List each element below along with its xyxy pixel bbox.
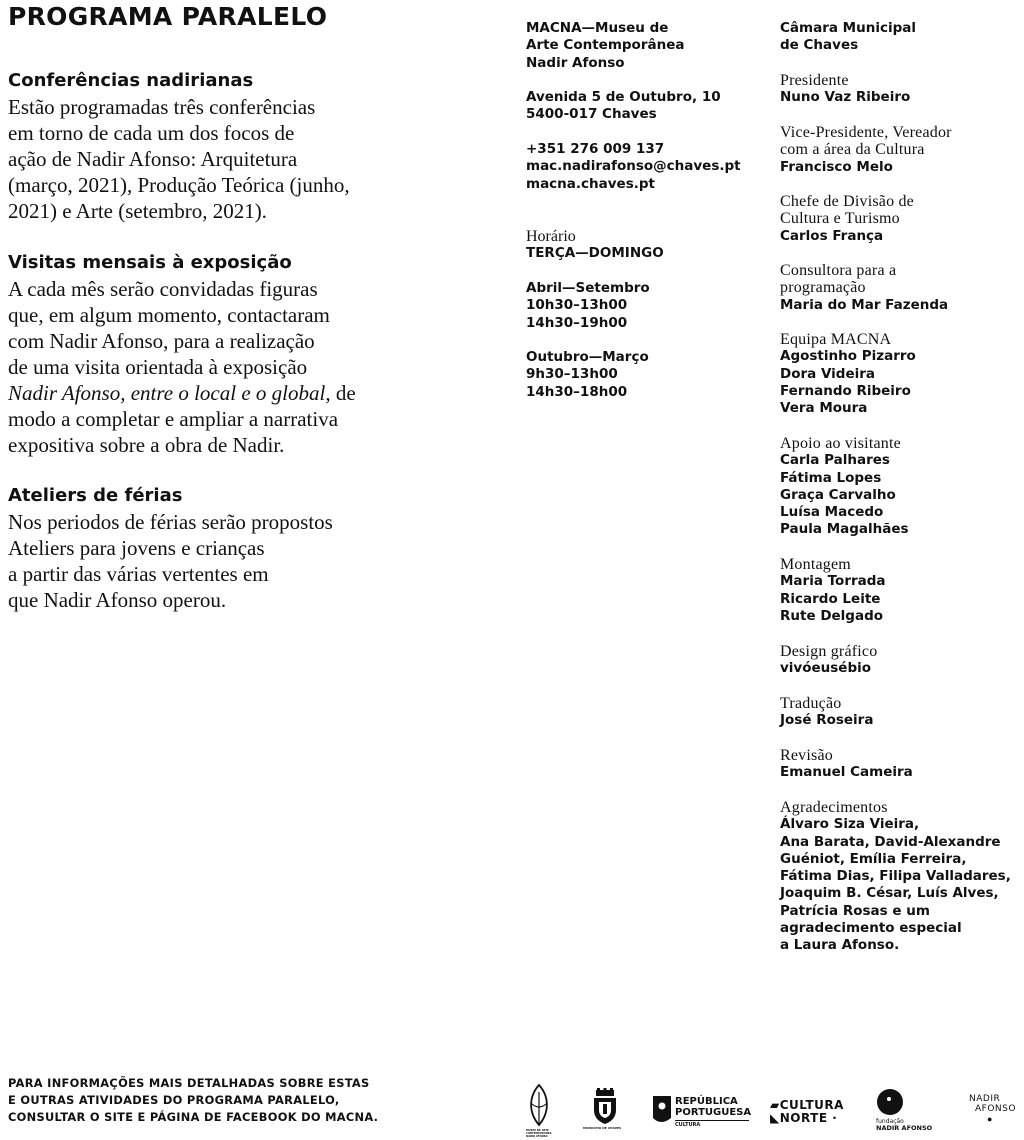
season-winter: Outubro—Março 9h30–13h00 14h30–18h00 xyxy=(526,349,649,400)
section-body: Estão programadas três conferências em torno de cada um dos focos de ação de Nadir Afonso: Arquitetura (março, 2021), Produção Teórica (junho, 2021) e Arte (setembro, 2021). xyxy=(8,95,350,223)
museum-address: Avenida 5 de Outubro, 10 5400-017 Chaves xyxy=(526,89,721,123)
cultura-norte-logo: ▰CULTURA ◣NORTE · xyxy=(770,1098,844,1125)
section-ateliers xyxy=(8,483,428,613)
page-title: PROGRAMA PARALELO xyxy=(8,2,328,31)
dot-icon: ● xyxy=(987,1114,993,1124)
credit-equipa: Equipa MACNA Agostinho Pizarro Dora Videira Fernando Ribeiro Vera Moura xyxy=(780,331,916,417)
credit-montagem: Montagem Maria Torrada Ricardo Leite Rute Delgado xyxy=(780,556,886,624)
email-link[interactable]: mac.nadirafonso@chaves.pt xyxy=(526,158,741,175)
credit-revisao: Revisão Emanuel Cameira xyxy=(780,747,913,781)
exhibition-title: Nadir Afonso, entre o local e o global xyxy=(8,381,326,405)
macna-logo: MUSEU DE ARTE CONTEMPORÂNEA NADIR AFONSO xyxy=(526,1082,556,1138)
republica-emblem-icon xyxy=(651,1096,671,1126)
fundacao-circle-icon xyxy=(876,1088,904,1116)
norte-mark-icon: ◣ xyxy=(770,1111,780,1125)
macna-leaf-icon xyxy=(526,1082,552,1132)
section-heading: Conferências nadirianas xyxy=(8,70,254,91)
credit-design: Design gráfico vivóeusébio xyxy=(780,643,878,677)
coat-of-arms-icon xyxy=(590,1088,620,1126)
credit-consultora: Consultora para a programação Maria do Mar Fazenda xyxy=(780,262,949,313)
cultura-mark-icon: ▰ xyxy=(770,1098,780,1112)
hours-label: Horário xyxy=(526,228,576,245)
website-link[interactable]: macna.chaves.pt xyxy=(526,175,655,192)
credit-agradecimentos: Agradecimentos Álvaro Siza Vieira, Ana Barata, David-Alexandre Guéniot, Emília Ferreira, Fátima Dias, Filipa Valladares, Joaquim B. César, Luís Alves, Patrícia Rosas e um agradecimento especial a Laura Afonso. xyxy=(780,799,1011,954)
section-body: A cada mês serão convidadas figuras que, em algum momento, contactaram com Nadir Afonso, para a realização de uma visita orientada à exposição Nadir Afonso, entre o local e o global, de modo a completar e ampliar a narrativa expositiva sobre a obra de Nadir. xyxy=(8,277,356,457)
credit-organization: Câmara Municipal de Chaves xyxy=(780,20,916,54)
phone-number[interactable]: +351 276 009 137 xyxy=(526,141,665,157)
section-visitas xyxy=(8,250,428,458)
section-heading: Ateliers de férias xyxy=(8,485,183,506)
section-conferencias xyxy=(8,68,428,224)
credit-apoio: Apoio ao visitante Carla Palhares Fátima Lopes Graça Carvalho Luísa Macedo Paula Magalhães xyxy=(780,435,909,538)
credit-vice-presidente: Vice-Presidente, Vereador com a área da Cultura Francisco Melo xyxy=(780,124,952,175)
museum-name: MACNA—Museu de Arte Contemporânea Nadir Afonso xyxy=(526,20,685,71)
opening-hours xyxy=(526,228,776,263)
section-heading: Visitas mensais à exposição xyxy=(8,252,292,273)
credit-presidente: Presidente Nuno Vaz Ribeiro xyxy=(780,72,911,106)
dot-icon: · xyxy=(827,1111,838,1125)
museum-contacts xyxy=(526,141,776,193)
season-summer: Abril—Setembro 10h30–13h00 14h30–19h00 xyxy=(526,280,650,331)
municipio-logo: MUNICÍPIO DE CHAVES xyxy=(590,1088,627,1130)
nadir-afonso-wordmark: NADIR AFONSO ● xyxy=(969,1094,1016,1124)
footer-note: PARA INFORMAÇÕES MAIS DETALHADAS SOBRE ESTAS E OUTRAS ATIVIDADES DO PROGRAMA PARALELO, CONSULTAR O SITE E PÁGINA DE FACEBOOK DO MACNA. xyxy=(8,1076,379,1124)
fundacao-nadir-afonso-logo: fundação NADIR AFONSO xyxy=(876,1088,932,1132)
section-body: Nos periodos de férias serão propostos Ateliers para jovens e crianças a partir das várias vertentes em que Nadir Afonso operou. xyxy=(8,510,333,612)
hours-days: TERÇA—DOMINGO xyxy=(526,245,664,262)
credit-chefe-divisao: Chefe de Divisão de Cultura e Turismo Carlos França xyxy=(780,193,914,244)
credit-traducao: Tradução José Roseira xyxy=(780,695,874,729)
